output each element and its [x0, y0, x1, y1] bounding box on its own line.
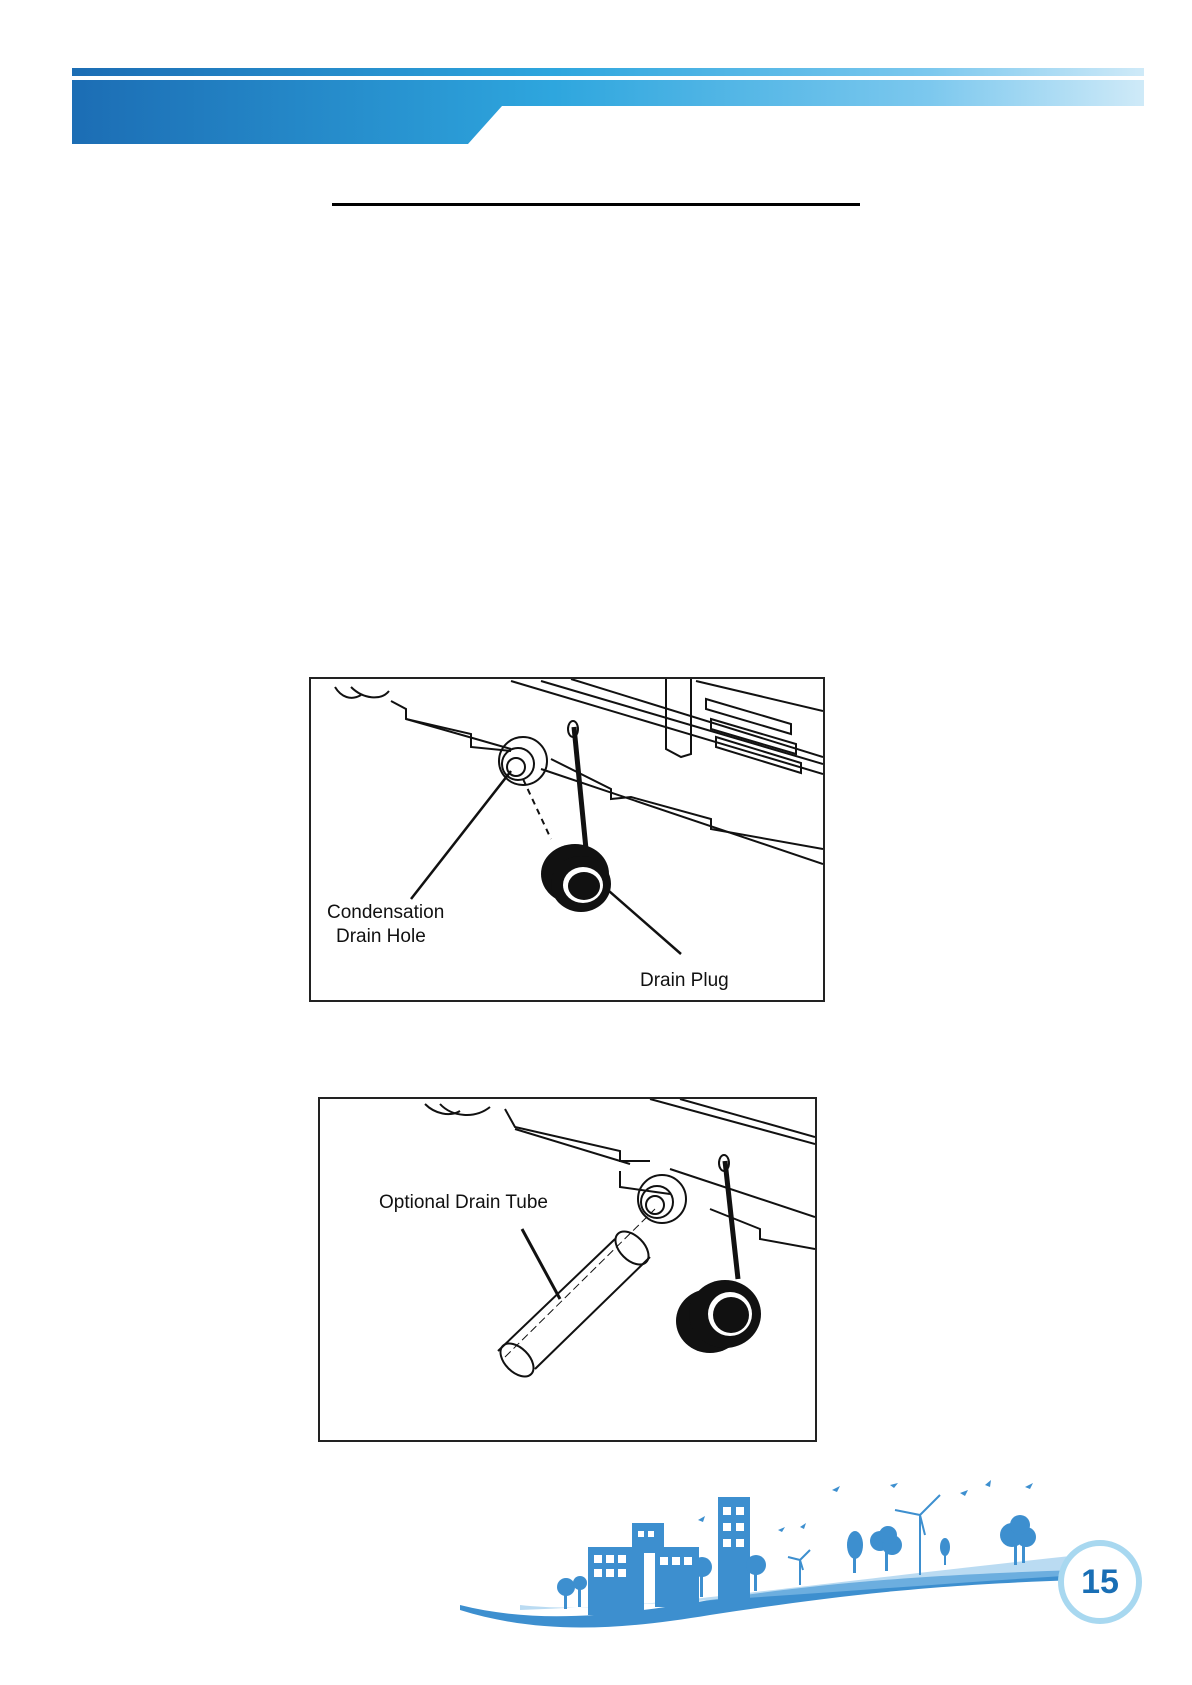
city-skyline-icon [460, 1475, 1080, 1650]
title-underline [332, 203, 860, 206]
figure-drain-plug [309, 677, 825, 1002]
drain-plug-illustration [311, 679, 823, 1000]
page-number-badge [1058, 1540, 1142, 1624]
figure-optional-drain-tube [318, 1097, 817, 1442]
label-drain-plug: Drain Plug [640, 970, 729, 991]
label-optional-drain-tube: Optional Drain Tube [379, 1192, 548, 1213]
label-drain-hole: Drain Hole [336, 926, 426, 947]
header-banner [72, 68, 1144, 144]
drain-tube-illustration [320, 1099, 815, 1440]
label-condensation: Condensation [327, 902, 445, 923]
page-number: 15 [1081, 1562, 1119, 1601]
